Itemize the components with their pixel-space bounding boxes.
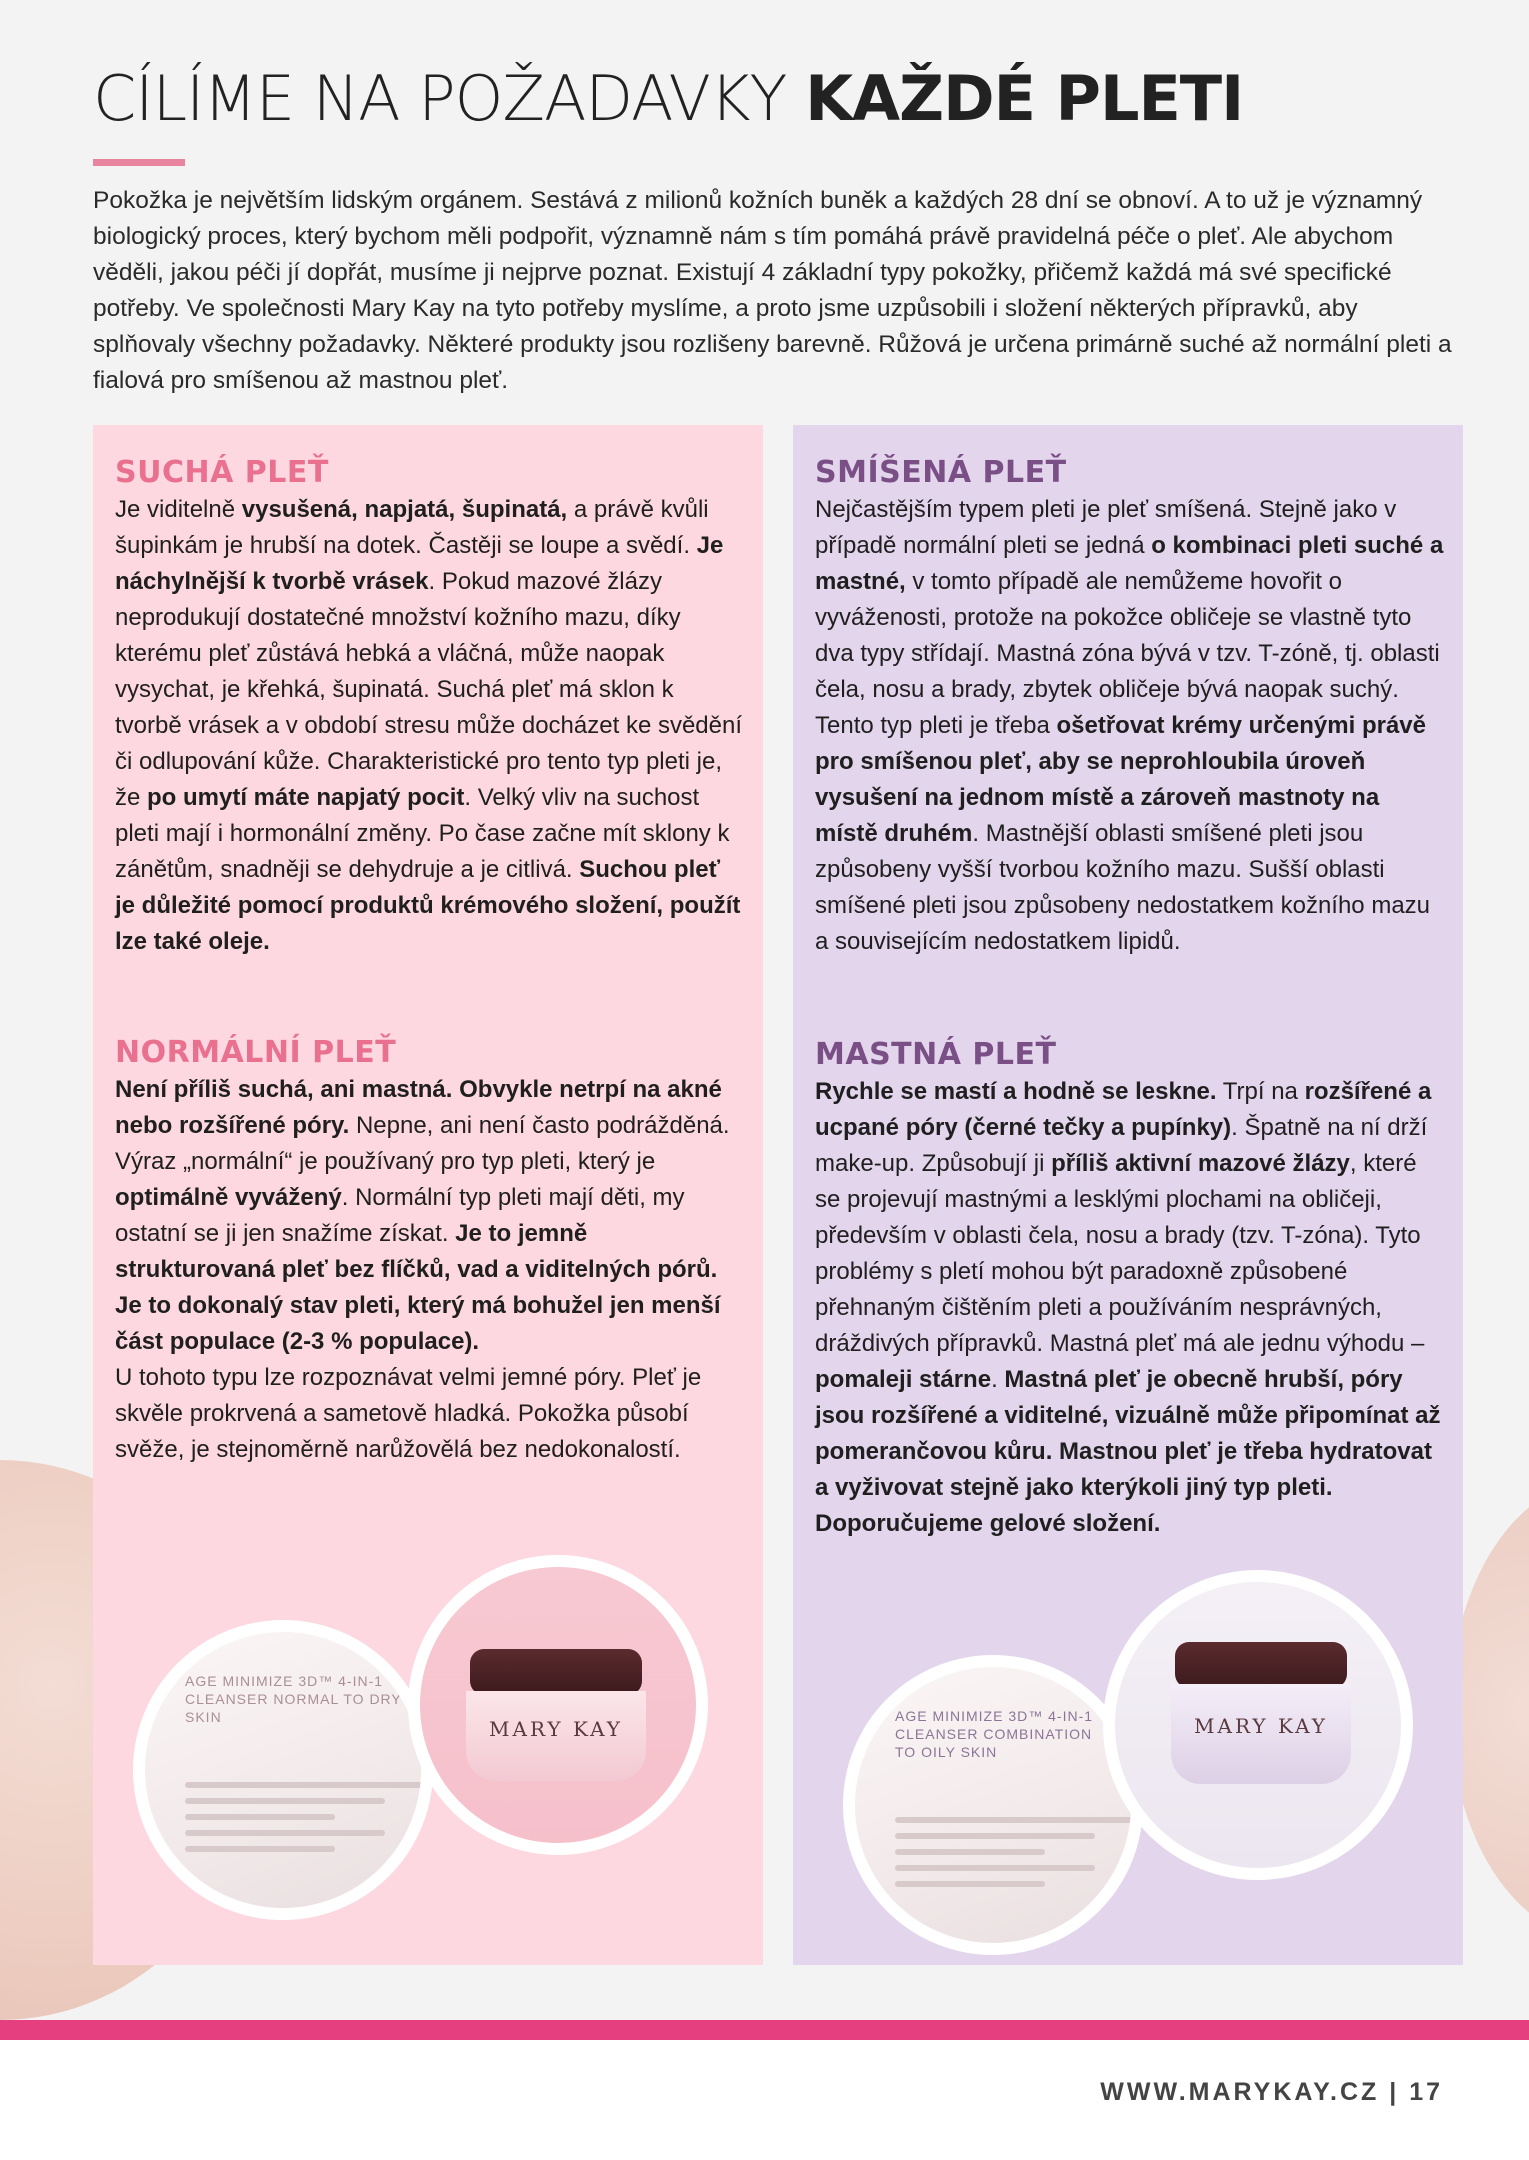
footer-url: WWW.MARYKAY.CZ | 17 [1100,2078,1443,2106]
cleanser-pink-label: AGE MINIMIZE 3D™ 4-IN-1 CLEANSER NORMAL TO DRY SKIN [185,1673,402,1725]
section-combo-skin [815,455,1445,960]
jar-purple-brand: MARY KAY [1194,1714,1328,1738]
footer-bar [0,2020,1529,2040]
jar-pink-brand: MARY KAY [489,1717,623,1741]
section-normal-skin [115,1035,745,1468]
panel-dry-normal [93,425,763,1965]
heading-dry-skin: SUCHÁ PLEŤ [115,455,329,490]
panel-combo-oily [793,425,1463,1965]
jar-pink-image [408,1555,708,1855]
text-normal-skin: Není příliš suchá, ani mastná. Obvykle netrpí na akné nebo rozšířené póry. Nepne, ani není často podrážděná. Výraz „normální“ je používaný pro typ pleti, který je optimálně vyvážený. Normální typ pleti mají děti, my ostatní se ji jen snažíme získat. Je to jemně strukturovaná pleť bez flíčků, vad a viditelných pórů. Je to dokonalý stav pleti, který má bohužel jen menší část populace (2-3 % populace). U tohoto typu lze rozpoznávat velmi jemné póry. Pleť je skvěle prokrvená a sametově hladká. Pokožka působí svěže, je stejnoměrně narůžovělá bez nedokonalostí. [115,1076,730,1463]
cleanser-purple-label: AGE MINIMIZE 3D™ 4-IN-1 CLEANSER COMBINATION TO OILY SKIN [895,1708,1094,1760]
intro-paragraph: Pokožka je největším lidským orgánem. Sestává z milionů kožních buněk a každých 28 dní se obnoví. A to už je významný biologický proces, který bychom měli podpořit, významně nám s tím pomáhá právě pravidelná péče o pleť. Ale abychom věděli, jakou péči jí dopřát, musíme ji nejprve poznat. Existují 4 základní typy pokožky, přičemž každá má své specifické potřeby. Ve společnosti Mary Kay na tyto potřeby myslíme, a proto jsme uzpůsobili i složení některých přípravků, aby splňovaly všechny požadavky. Některé produkty jsou rozlišeny barevně. Růžová je určena primárně suché až normální pleti a fialová pro smíšenou až mastnou pleť. [93,187,1452,394]
heading-combo-skin: SMÍŠENÁ PLEŤ [815,455,1067,490]
heading-oily-skin: MASTNÁ PLEŤ [815,1037,1057,1072]
text-dry-skin: Je viditelně vysušená, napjatá, šupinatá, a právě kvůli šupinkám je hrubší na dotek. Častěji se loupe a svědí. Je náchylnější k tvorbě vrásek. Pokud mazové žlázy neprodukují dostatečné množství kožního mazu, díky kterému pleť zůstává hebká a vláčná, může naopak vysychat, je křehká, šupinatá. Suchá pleť má sklon k tvorbě vrásek a v období stresu může docházet ke svědění či odlupování kůže. Charakteristické pro tento typ pleti je, že po umytí máte napjatý pocit. Velký vliv na suchost pleti mají i hormonální změny. Po čase začne mít sklony k zánětům, snadněji se dehydruje a je citlivá. Suchou pleť je důležité pomocí produktů krémového složení, použít lze také oleje. [115,496,743,955]
section-dry-skin [115,455,745,960]
jar-purple-image [1103,1570,1413,1880]
text-combo-skin: Nejčastějším typem pleti je pleť smíšená. Stejně jako v případě normální pleti se jedná o kombinaci pleti suché a mastné, v tomto případě ale nemůžeme hovořit o vyváženosti, protože na pokožce obličeje se vlastně tyto dva typy střídají. Mastná zóna bývá v tzv. T-zóně, tj. oblasti čela, nosu a brady, zbytek obličeje bývá naopak suchý. Tento typ pleti je třeba ošetřovat krémy určenými právě pro smíšenou pleť, aby se neprohloubila úroveň vysušení na jednom místě a zároveň mastnoty na místě druhém. Mastnější oblasti smíšené pleti jsou způsobeny vyšší tvorbou kožního mazu. Sušší oblasti smíšené pleti jsou způsobeny nedostatkem kožního mazu a souvisejícím nedostatkem lipidů. [815,496,1444,955]
title-underline [93,159,185,166]
cleanser-purple-image [843,1655,1143,1955]
cleanser-pink-image [133,1620,433,1920]
section-oily-skin [815,1037,1445,1542]
text-oily-skin: Rychle se mastí a hodně se leskne. Trpí na rozšířené a ucpané póry (černé tečky a pupínky). Špatně na ní drží make-up. Způsobují ji příliš aktivní mazové žlázy, které se projevují mastnými a lesklými plochami na obličeji, především v oblasti čela, nosu a brady (tzv. T-zóna). Tyto problémy s pletí mohou být paradoxně způsobené přehnaným čištěním pleti a používáním nesprávných, dráždivých přípravků. Mastná pleť má ale jednu výhodu – pomaleji stárne. Mastná pleť je obecně hrubší, póry jsou rozšířené a viditelné, vizuálně může připomínat až pomerančovou kůru. Mastnou pleť je třeba hydratovat a vyživovat stejně jako kterýkoli jiný typ pleti. Doporučujeme gelové složení. [815,1078,1441,1537]
page-title: CÍLÍME NA POŽADAVKY KAŽDÉ PLETI [93,62,1244,135]
heading-normal-skin: NORMÁLNÍ PLEŤ [115,1035,397,1070]
